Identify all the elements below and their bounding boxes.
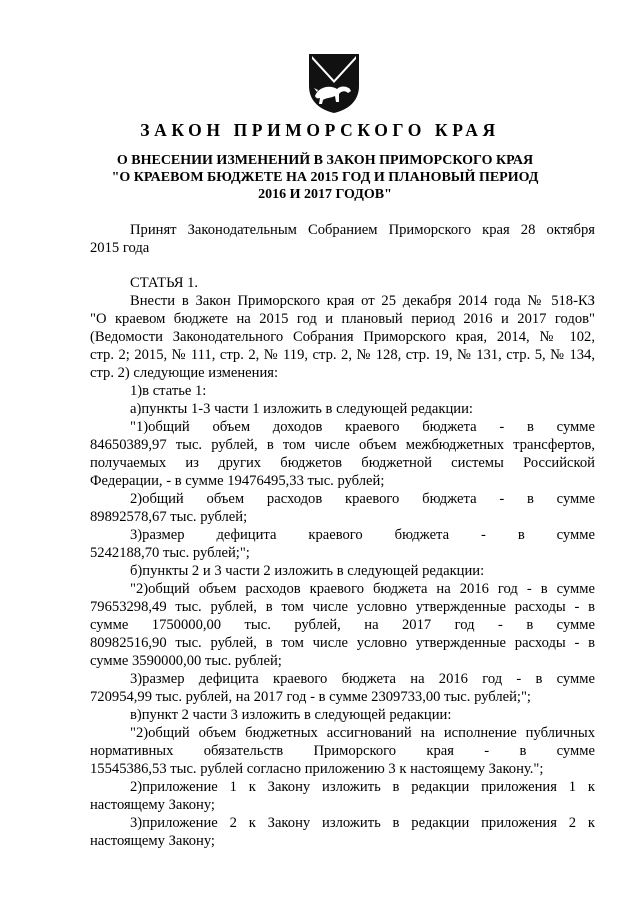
text-line: 84650389,97 тыс. рублей, в том числе объем межбюджетных трансфертов, (90, 437, 595, 453)
text-line: (Ведомости Законодательного Собрания Приморского края, 2014, № 102, (90, 329, 595, 345)
text-line: "2)общий объем расходов краевого бюджета на 2016 год - в сумме (130, 581, 595, 597)
text-line: в)пункт 2 части 3 изложить в следующей редакции: (130, 707, 452, 723)
text-line: "О краевом бюджете на 2015 год и плановый период 2016 и 2017 годов" (90, 311, 595, 327)
text-line: сумме 3590000,00 тыс. рублей; (90, 653, 282, 669)
text-line: "2)общий объем бюджетных ассигнований на исполнение публичных (130, 725, 595, 741)
heading-line: 2016 И 2017 ГОДОВ" (258, 187, 392, 202)
coat-of-arms-icon (301, 52, 367, 114)
heading-line: "О КРАЕВОМ БЮДЖЕТЕ НА 2015 ГОД И ПЛАНОВЫЙ ПЕРИОД (111, 170, 539, 185)
text-line: 80982516,90 тыс. рублей, в том числе условно утвержденные расходы - в (90, 635, 595, 651)
text-line: 5242188,70 тыс. рублей;"; (90, 545, 250, 561)
text-line: 2015 года (90, 240, 150, 256)
law-title: ЗАКОН ПРИМОРСКОГО КРАЯ (140, 120, 500, 140)
text-line: 1)в статье 1: (130, 383, 207, 399)
adoption-note (90, 221, 595, 257)
article-body (90, 292, 595, 850)
text-line: 3)размер дефицита краевого бюджета - в сумме (130, 527, 595, 543)
text-line: Внести в Закон Приморского края от 25 декабря 2014 года № 518-КЗ (130, 293, 595, 309)
heading-line: О ВНЕСЕНИИ ИЗМЕНЕНИЙ В ЗАКОН ПРИМОРСКОГО КРАЯ (116, 153, 534, 168)
text-line: нормативных обязательств Приморского края - в сумме (90, 743, 595, 759)
text-line: настоящему Закону; (90, 797, 215, 813)
text-line: стр. 2) следующие изменения: (90, 365, 279, 381)
text-line: сумме 1750000,00 тыс. рублей, на 2017 год - в сумме (90, 617, 595, 633)
text-line: 2)общий объем расходов краевого бюджета - в сумме (130, 491, 595, 507)
text-line: получаемых из других бюджетов бюджетной системы Российской (90, 455, 595, 471)
text-line: СТАТЬЯ 1. (130, 275, 199, 291)
text-line: настоящему Закону; (90, 833, 215, 849)
text-line: Федерации, - в сумме 19476495,33 тыс. рублей; (90, 473, 385, 489)
article-heading (90, 274, 595, 292)
text-line: 15545386,53 тыс. рублей согласно приложению 3 к настоящему Закону."; (90, 761, 544, 777)
text-line: 3)размер дефицита краевого бюджета на 2016 год - в сумме (130, 671, 595, 687)
text-line: 89892578,67 тыс. рублей; (90, 509, 248, 525)
law-heading (80, 152, 570, 203)
text-line: а)пункты 1-3 части 1 изложить в следующей редакции: (130, 401, 473, 417)
text-line: стр. 2; 2015, № 111, стр. 2, № 119, стр. 2, № 128, стр. 19, № 131, стр. 5, № 134, (90, 347, 595, 363)
text-line: 2)приложение 1 к Закону изложить в редакции приложения 1 к (130, 779, 595, 795)
text-line: "1)общий объем доходов краевого бюджета - в сумме (130, 419, 595, 435)
text-line: Принят Законодательным Собранием Приморского края 28 октября (130, 222, 595, 238)
text-line: 3)приложение 2 к Закону изложить в редакции приложения 2 к (130, 815, 595, 831)
text-line: б)пункты 2 и 3 части 2 изложить в следующей редакции: (130, 563, 485, 579)
text-line: 79653298,49 тыс. рублей, в том числе условно утвержденные расходы - в (90, 599, 595, 615)
text-line: 720954,99 тыс. рублей, на 2017 год - в сумме 2309733,00 тыс. рублей;"; (90, 689, 531, 705)
